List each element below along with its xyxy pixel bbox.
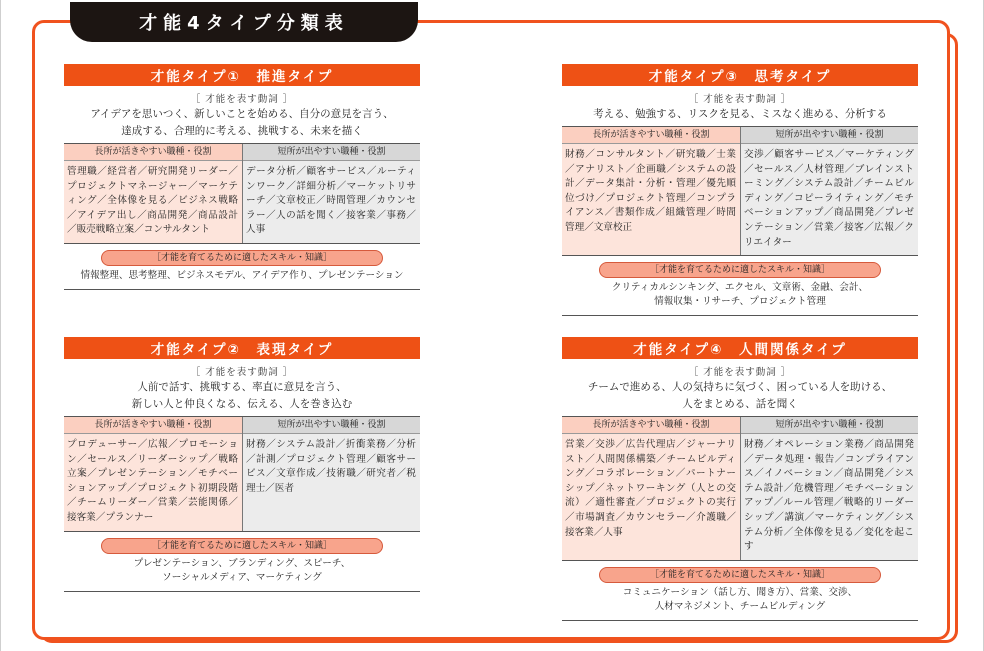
type-card-1 bbox=[64, 64, 420, 290]
skill-line: プレゼンテーション、ブランディング、スピーチ、 bbox=[133, 557, 351, 569]
verb-label: ［ 才能を表す動詞 ］ bbox=[190, 94, 294, 105]
weakness-roles: 交渉／顧客サービス／マーケティング／セールス／人材管理／ブレインストーミング／システム設計／チームビルディング／コピーライティング／モチベーションアップ／商品開発／プレゼンテーション／営業／接客／広報／クリエイター bbox=[744, 149, 914, 248]
type-card-3 bbox=[562, 64, 918, 316]
strength-roles: 営業／交渉／広告代理店／ジャーナリスト／人間関係構築／チームビルディング／コラボレーション／パートナーシップ／ネットワーキング（人との交流）／適性審査／プロジェクトの実行／市場調査／カウンセラー／介護職／接客業／人事 bbox=[565, 439, 736, 538]
weakness-roles: 財務／オペレーション業務／商品開発／データ処理・報告／コンプライアンス／イノベーション／商品開発／システム設計／危機管理／モチベーションアップ／ルール管理／戦略的リーダーシップ／講演／マーケティング／システム分析／全体像を見る／変化を起こす bbox=[744, 439, 914, 553]
strength-roles: プロデューサー／広報／プロモーション／セールス／リーダーシップ／戦略立案／プレゼンテーション／モチベーションアップ／プロジェクト初期段階／チームリーダー／営業／芸能関係／接客業／プランナー bbox=[67, 439, 238, 523]
strength-column bbox=[64, 417, 242, 531]
type-card-2 bbox=[64, 337, 420, 592]
strength-header: 長所が活きやすい職種・役割 bbox=[64, 144, 242, 161]
weakness-header: 短所が出やすい職種・役割 bbox=[741, 417, 918, 434]
verb-text bbox=[562, 379, 918, 413]
skill-text bbox=[64, 269, 420, 290]
skill-label: ［才能を育てるために適したスキル・知識］ bbox=[101, 250, 383, 266]
type-heading: 才能タイプ② 表現タイプ bbox=[64, 337, 420, 359]
skill-line: ソーシャルメディア、マーケティング bbox=[162, 571, 322, 583]
strength-column bbox=[562, 417, 740, 560]
page-title: 才能4タイプ分類表 bbox=[70, 2, 418, 42]
weakness-column bbox=[740, 127, 918, 255]
weakness-header: 短所が出やすい職種・役割 bbox=[243, 144, 420, 161]
type-heading: 才能タイプ① 推進タイプ bbox=[64, 64, 420, 86]
role-table bbox=[562, 416, 918, 561]
weakness-column bbox=[242, 144, 420, 243]
weakness-column bbox=[740, 417, 918, 560]
type-heading: 才能タイプ④ 人間関係タイプ bbox=[562, 337, 918, 359]
verb-label: ［ 才能を表す動詞 ］ bbox=[688, 367, 792, 378]
verb-line: 考える、勉強する、リスクを見る、ミスなく進める、分析する bbox=[593, 108, 887, 120]
verb-text bbox=[64, 106, 420, 140]
skill-text bbox=[562, 586, 918, 621]
weakness-header: 短所が出やすい職種・役割 bbox=[243, 417, 420, 434]
strength-roles: 財務／コンサルタント／研究職／士業／アナリスト／企画職／システムの設計／データ集計・分析・管理／優先順位づけ／プロジェクト管理／コンプライアンス／書類作成／組織管理／時間管理／文章校正 bbox=[565, 149, 736, 233]
role-table bbox=[562, 126, 918, 256]
strength-header: 長所が活きやすい職種・役割 bbox=[562, 417, 740, 434]
verb-label: ［ 才能を表す動詞 ］ bbox=[190, 367, 294, 378]
role-table bbox=[64, 143, 420, 244]
strength-roles: 管理職／経営者／研究開発リーダー／プロジェクトマネージャー／マーケティング／全体像を見る／ビジネス戦略／アイデア出し／商品開発／商品設計／販売戦略立案／コンサルタント bbox=[67, 166, 238, 236]
strength-column bbox=[562, 127, 740, 255]
skill-text bbox=[64, 557, 420, 592]
skill-line: 情報整理、思考整理、ビジネスモデル、アイデア作り、プレゼンテーション bbox=[80, 269, 404, 281]
weakness-column bbox=[242, 417, 420, 531]
type-heading: 才能タイプ③ 思考タイプ bbox=[562, 64, 918, 86]
role-table bbox=[64, 416, 420, 532]
weakness-roles: 財務／システム設計／折衝業務／分析／計測／プロジェクト管理／顧客サービス／文章作成／技術職／研究者／税理士／医者 bbox=[246, 439, 416, 494]
verb-line: 達成する、合理的に考える、挑戦する、未来を描く bbox=[121, 125, 363, 137]
skill-label: ［才能を育てるために適したスキル・知識］ bbox=[101, 538, 383, 554]
strength-header: 長所が活きやすい職種・役割 bbox=[562, 127, 740, 144]
skill-line: クリティカルシンキング、エクセル、文章術、金融、会計、 bbox=[611, 282, 869, 294]
weakness-roles: データ分析／顧客サービス／ルーティンワーク／詳細分析／マーケットリサーチ／文章校正／時間管理／カウンセラー／人の話を聞く／接客業／事務／人事 bbox=[246, 166, 416, 236]
verb-line: 人前で話す、挑戦する、率直に意見を言う、 bbox=[137, 381, 347, 393]
skill-line: 情報収集・リサーチ、プロジェクト管理 bbox=[654, 296, 826, 308]
page-edge-left bbox=[0, 0, 1, 651]
skill-label: ［才能を育てるために適したスキル・知識］ bbox=[599, 262, 881, 278]
verb-line: 新しい人と仲良くなる、伝える、人を巻き込む bbox=[131, 398, 353, 410]
verb-line: アイデアを思いつく、新しいことを始める、自分の意見を言う、 bbox=[90, 108, 394, 120]
type-card-4 bbox=[562, 337, 918, 621]
strength-column bbox=[64, 144, 242, 243]
skill-line: 人材マネジメント、チームビルディング bbox=[654, 600, 826, 612]
verb-text bbox=[64, 379, 420, 413]
skill-text bbox=[562, 281, 918, 316]
skill-label: ［才能を育てるために適したスキル・知識］ bbox=[599, 567, 881, 583]
strength-header: 長所が活きやすい職種・役割 bbox=[64, 417, 242, 434]
weakness-header: 短所が出やすい職種・役割 bbox=[741, 127, 918, 144]
skill-line: コミュニケーション（話し方、聞き方）、営業、交渉、 bbox=[622, 586, 858, 598]
verb-text bbox=[562, 106, 918, 123]
verb-label: ［ 才能を表す動詞 ］ bbox=[688, 94, 792, 105]
verb-line: 人をまとめる、話を聞く bbox=[682, 398, 798, 410]
verb-line: チームで進める、人の気持ちに気づく、困っている人を助ける、 bbox=[587, 381, 893, 393]
